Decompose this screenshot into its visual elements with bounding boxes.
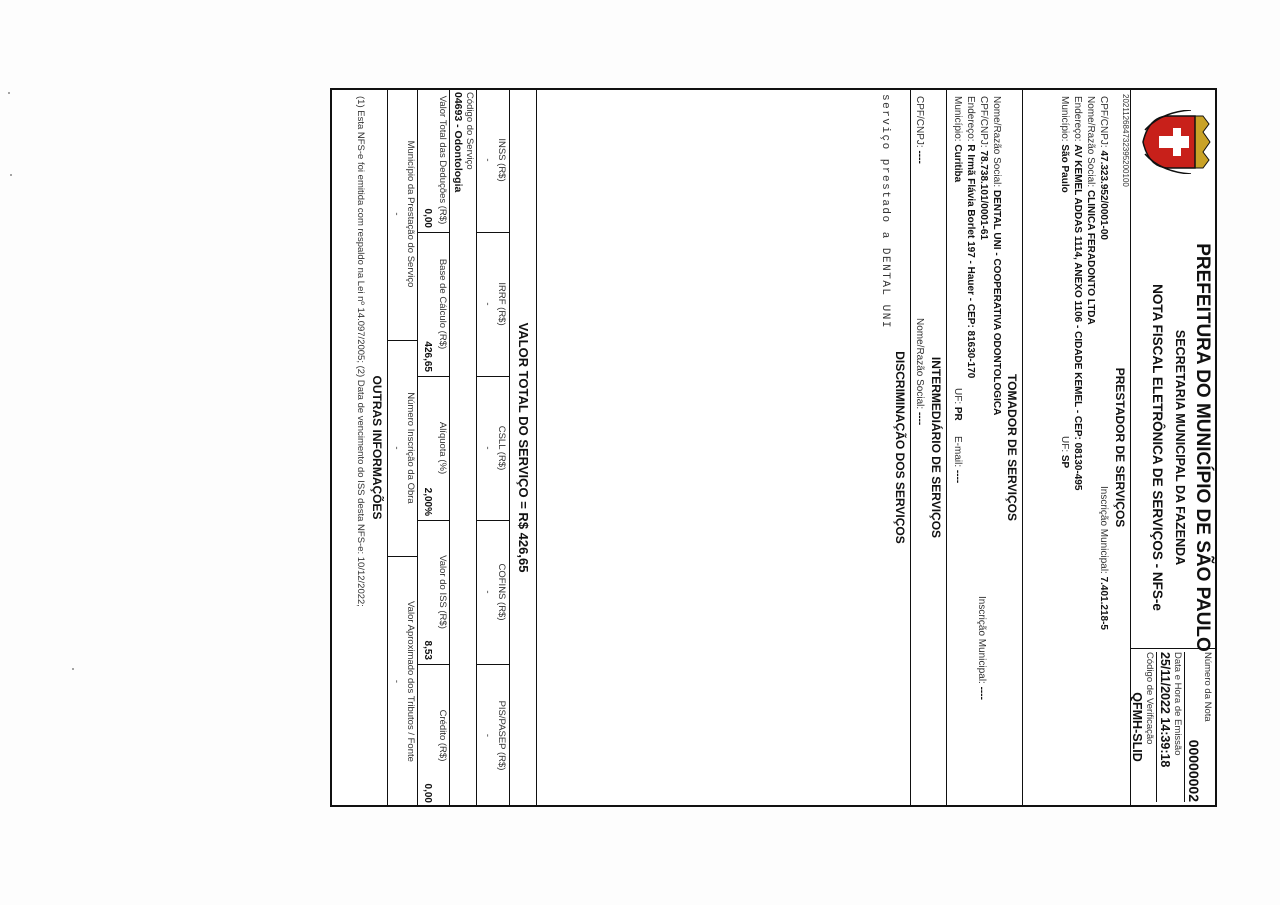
document-frame — [330, 88, 1217, 807]
tomador-cpf-value: 78.738.101/0001-61 — [978, 150, 989, 240]
municipio-prestacao-value: - — [391, 212, 402, 216]
inscricao-obra-label: Número Inscrição da Obra — [405, 392, 416, 504]
header-doc-type: NOTA FISCAL ELETRÔNICA DE SERVIÇOS - NFS-e — [1150, 284, 1165, 611]
scan-speck — [10, 174, 12, 176]
csll-value: - — [482, 446, 493, 450]
tomador-inscricao-value: ---- — [976, 686, 987, 700]
discriminacao-text: serviço prestado a DENTAL UNI — [879, 94, 891, 329]
municipio-prestacao-label: Município da Prestação do Serviço — [405, 140, 416, 288]
numero-label: Número da Nota — [1202, 652, 1213, 722]
tomador-municipio: Município: Curitiba — [952, 96, 963, 183]
tomador-endereco-value: R Irmã Flávia Borlet 197 - Hauer - CEP: 81630-170 — [965, 144, 976, 379]
pispasep-label: PIS/PASEP (R$) — [496, 700, 507, 771]
header-divider — [1131, 648, 1217, 649]
prestador-nome-value: CLINICA FERADONTO LTDA — [1085, 189, 1096, 325]
codigo-verificacao-label: Código de Verificação — [1144, 652, 1155, 745]
tomador-endereco: Endereço: R Irmã Flávia Borlet 197 - Hauer - CEP: 81630-170 — [965, 96, 976, 379]
prestador-endereco-value: AV KEMEL ADDAS 1114, ANEXO 1106 - CIDADE KEMEL - CEP: 08130-495 — [1072, 144, 1083, 491]
tomador-cpf: CPF/CNPJ: 78.738.101/0001-61 — [978, 96, 989, 240]
codigo-servico-value: 04693 - Odontologia — [452, 92, 464, 193]
tomador-inscricao: Inscrição Municipal: ---- — [976, 596, 987, 700]
tomador-nome: Nome/Razão Social: DENTAL UNI - COOPERATIVA ODONTOLOGICA — [991, 96, 1002, 416]
inss-value: - — [482, 158, 493, 162]
credito-label: Crédito (R$) — [437, 709, 448, 762]
prestador-inscricao: Inscrição Municipal: 7.401.218-5 — [1098, 486, 1109, 630]
tomador-title: TOMADOR DE SERVIÇOS — [1005, 374, 1019, 521]
outras-title: OUTRAS INFORMAÇÕES — [370, 375, 384, 520]
barcode-text: 202112684732395200100 — [1121, 94, 1130, 187]
pispasep-value: - — [482, 733, 493, 738]
discriminacao-title: DISCRIMINAÇÃO DOS SERVIÇOS — [893, 351, 907, 544]
codigo-servico-label: Código do Serviço — [464, 92, 475, 170]
valor-iss-value: 8,53 — [422, 640, 433, 660]
valor-total: VALOR TOTAL DO SERVIÇO = R$ 426,65 — [516, 322, 531, 573]
aliquota-label: Alíquota (%) — [437, 421, 448, 475]
cofins-value: - — [482, 590, 493, 594]
valor-iss-label: Valor do ISS (R$) — [437, 555, 448, 629]
irrf-label: IRRF (R$) — [496, 282, 507, 326]
tomador-nome-value: DENTAL UNI - COOPERATIVA ODONTOLOGICA — [991, 189, 1002, 416]
tomador-email: E-mail: ---- — [952, 436, 963, 484]
prestador-nome: Nome/Razão Social: CLINICA FERADONTO LTDA — [1085, 96, 1096, 325]
cofins-label: COFINS (R$) — [496, 563, 507, 621]
intermediario-title: INTERMEDIÁRIO DE SERVIÇOS — [929, 356, 943, 539]
prestador-municipio-value: São Paulo — [1059, 144, 1070, 193]
irrf-value: - — [482, 302, 493, 306]
inss-label: INSS (R$) — [496, 138, 507, 182]
tomador-uf-value: PR — [952, 406, 963, 421]
prestador-inscricao-value: 7.401.218-5 — [1098, 576, 1109, 630]
inscricao-obra-value: - — [391, 446, 402, 450]
base-calculo-value: 426,65 — [422, 341, 433, 372]
scan-speck — [8, 92, 10, 94]
csll-label: CSLL (R$) — [496, 425, 507, 471]
intermediario-cpf: CPF/CNPJ: ---- — [914, 96, 925, 164]
deducoes-value: 0,00 — [422, 208, 433, 228]
prestador-cpf: CPF/CNPJ: 47.323.952/0001-00 — [1098, 96, 1109, 240]
data-emissao-value: 25/11/2022 14:39:18 — [1158, 652, 1172, 768]
numero-value: 00000002 — [1186, 739, 1202, 802]
aliquota-value: 2,00% — [422, 487, 433, 516]
header-title: PREFEITURA DO MUNICÍPIO DE SÃO PAULO — [1192, 243, 1213, 652]
nfse-document — [330, 88, 1217, 807]
tomador-municipio-value: Curitiba — [952, 144, 963, 183]
prestador-uf-value: SP — [1059, 454, 1070, 469]
tributos-fonte-value: - — [391, 679, 402, 684]
prestador-title: PRESTADOR DE SERVIÇOS — [1113, 367, 1127, 528]
prestador-endereco: Endereço: AV KEMEL ADDAS 1114, ANEXO 1106 - CIDADE KEMEL - CEP: 08130-495 — [1072, 96, 1083, 491]
scan-speck — [72, 668, 74, 670]
prestador-cpf-value: 47.323.952/0001-00 — [1098, 150, 1109, 240]
prestador-municipio: Município: São Paulo — [1059, 96, 1070, 193]
intermediario-nome: Nome/Razão Social: ---- — [914, 318, 925, 426]
deducoes-label: Valor Total das Deduções (R$) — [437, 95, 448, 225]
intermediario-nome-value: ---- — [914, 411, 925, 426]
intermediario-cpf-value: ---- — [914, 150, 925, 164]
prestador-uf: UF: SP — [1059, 436, 1070, 469]
tomador-email-value: ---- — [952, 469, 963, 484]
nota-info-box — [1130, 652, 1213, 802]
outras-text: (1) Esta NFS-e foi emitida com respaldo na Lei nº 14.097/2005; (2) Data de vencimento do ISS desta NFS-e: 10/12/2022; — [355, 96, 366, 607]
base-calculo-label: Base de Cálculo (R$) — [437, 258, 448, 350]
codigo-verificacao-value: QFMH-SLID — [1130, 692, 1144, 762]
header-subtitle: SECRETARIA MUNICIPAL DA FAZENDA — [1173, 329, 1187, 566]
tomador-uf: UF: PR — [952, 388, 963, 421]
data-emissao-label: Data e Hora de Emissão — [1172, 652, 1183, 756]
credito-value: 0,00 — [422, 783, 433, 803]
tributos-fonte-label: Valor Aproximado dos Tributos / Fonte — [405, 601, 416, 762]
